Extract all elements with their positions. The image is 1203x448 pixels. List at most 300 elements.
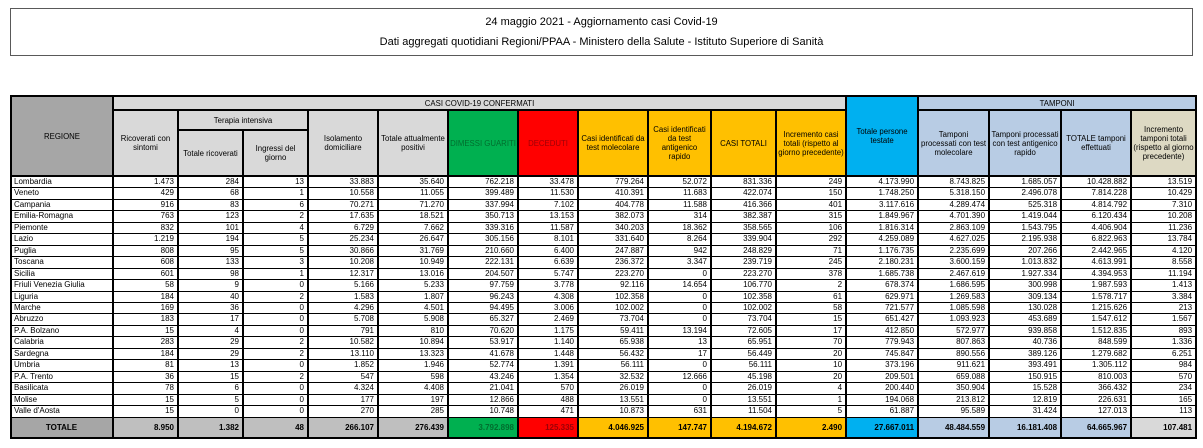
value-cell: 1.140 (518, 337, 578, 348)
value-cell: 184 (113, 348, 178, 359)
value-cell: 3 (243, 257, 308, 268)
value-cell: 26.647 (378, 234, 448, 245)
col-header-totale-persone-testate: Totale persone testate (846, 96, 918, 176)
value-cell: 2 (243, 348, 308, 359)
value-cell: 601 (113, 268, 178, 279)
value-cell: 169 (113, 302, 178, 313)
value-cell: 11.530 (518, 188, 578, 199)
value-cell: 4.701.390 (918, 211, 989, 222)
value-cell: 1.336 (1131, 337, 1196, 348)
value-cell: 222.131 (448, 257, 518, 268)
value-cell: 72.605 (711, 325, 776, 336)
value-cell: 13 (648, 337, 711, 348)
totale-value-cell: 3.792.898 (448, 417, 518, 438)
value-cell: 101 (178, 222, 243, 233)
value-cell: 10.582 (308, 337, 378, 348)
totale-value-cell: 48 (243, 417, 308, 438)
value-cell: 2.496.078 (989, 188, 1061, 199)
table-row (11, 245, 1196, 256)
value-cell: 831.336 (711, 176, 776, 188)
value-cell: 3.117.616 (846, 199, 918, 210)
value-cell: 5 (776, 406, 846, 417)
value-cell: 848.599 (1061, 337, 1131, 348)
value-cell: 12.317 (308, 268, 378, 279)
value-cell: 13.784 (1131, 234, 1196, 245)
value-cell: 393.491 (989, 360, 1061, 371)
value-cell: 6.120.434 (1061, 211, 1131, 222)
value-cell: 0 (648, 314, 711, 325)
col-header-tamponi-antigenico: Tamponi processati con test antigenico rapido (989, 110, 1061, 176)
value-cell: 29 (178, 337, 243, 348)
value-cell: 1.013.832 (989, 257, 1061, 268)
value-cell: 659.088 (918, 371, 989, 382)
value-cell: 130.028 (989, 302, 1061, 313)
value-cell: 70 (776, 337, 846, 348)
value-cell: 745.847 (846, 348, 918, 359)
value-cell: 488 (518, 394, 578, 405)
value-cell: 71.270 (378, 199, 448, 210)
value-cell: 2.442.965 (1061, 245, 1131, 256)
col-header-casi-test-antigenico: Casi identificati da test antigenico rapido (648, 110, 711, 176)
value-cell: 1.987.593 (1061, 280, 1131, 291)
value-cell: 5 (178, 394, 243, 405)
region-name: Sicilia (11, 268, 113, 279)
region-name: P.A. Bolzano (11, 325, 113, 336)
value-cell: 10.873 (578, 406, 648, 417)
value-cell: 285 (378, 406, 448, 417)
value-cell: 1.093.923 (918, 314, 989, 325)
value-cell: 1.852 (308, 360, 378, 371)
value-cell: 123 (178, 211, 243, 222)
value-cell: 61 (776, 291, 846, 302)
value-cell: 92.116 (578, 280, 648, 291)
table-row (11, 199, 1196, 210)
value-cell: 2 (243, 211, 308, 222)
covid-data-table (10, 95, 1197, 439)
table-row (11, 257, 1196, 268)
value-cell: 12.819 (989, 394, 1061, 405)
col-header-totale-attualmente-positivi: Totale attualmente positivi (378, 110, 448, 176)
value-cell: 339.316 (448, 222, 518, 233)
value-cell: 1.816.314 (846, 222, 918, 233)
region-name: Puglia (11, 245, 113, 256)
value-cell: 9 (178, 280, 243, 291)
value-cell: 763 (113, 211, 178, 222)
value-cell: 26.019 (578, 383, 648, 394)
value-cell: 106.770 (711, 280, 776, 291)
value-cell: 29 (178, 348, 243, 359)
value-cell: 102.002 (711, 302, 776, 313)
value-cell: 43.246 (448, 371, 518, 382)
table-row (11, 360, 1196, 371)
value-cell: 11.504 (711, 406, 776, 417)
value-cell: 1.269.583 (918, 291, 989, 302)
totale-value-cell: 147.747 (648, 417, 711, 438)
totale-label: TOTALE (11, 417, 113, 438)
value-cell: 10.428.882 (1061, 176, 1131, 188)
value-cell: 339.904 (711, 234, 776, 245)
table-row (11, 211, 1196, 222)
value-cell: 25.234 (308, 234, 378, 245)
value-cell: 52.774 (448, 360, 518, 371)
totale-value-cell: 125.335 (518, 417, 578, 438)
value-cell: 631 (648, 406, 711, 417)
value-cell: 10.558 (308, 188, 378, 199)
value-cell: 6.822.963 (1061, 234, 1131, 245)
value-cell: 13 (178, 360, 243, 371)
value-cell: 570 (1131, 371, 1196, 382)
value-cell: 0 (243, 383, 308, 394)
value-cell: 36 (113, 371, 178, 382)
value-cell: 194 (178, 234, 243, 245)
value-cell: 1.279.682 (1061, 348, 1131, 359)
value-cell: 97.759 (448, 280, 518, 291)
value-cell: 412.850 (846, 325, 918, 336)
value-cell: 1.512.835 (1061, 325, 1131, 336)
value-cell: 13.551 (711, 394, 776, 405)
value-cell: 17.635 (308, 211, 378, 222)
value-cell: 197 (378, 394, 448, 405)
value-cell: 810 (378, 325, 448, 336)
value-cell: 1.849.967 (846, 211, 918, 222)
value-cell: 5 (243, 245, 308, 256)
totale-value-cell: 4.194.672 (711, 417, 776, 438)
value-cell: 0 (648, 360, 711, 371)
value-cell: 1.567 (1131, 314, 1196, 325)
value-cell: 11.587 (518, 222, 578, 233)
value-cell: 17 (648, 348, 711, 359)
value-cell: 13.519 (1131, 176, 1196, 188)
value-cell: 1 (243, 268, 308, 279)
table-row (11, 188, 1196, 199)
value-cell: 984 (1131, 360, 1196, 371)
col-header-totale-ricoverati: Totale ricoverati (178, 130, 243, 176)
value-cell: 58 (776, 302, 846, 313)
value-cell: 7.102 (518, 199, 578, 210)
value-cell: 3.384 (1131, 291, 1196, 302)
value-cell: 401 (776, 199, 846, 210)
value-cell: 1.391 (518, 360, 578, 371)
value-cell: 33.883 (308, 176, 378, 188)
value-cell: 13.323 (378, 348, 448, 359)
value-cell: 762.218 (448, 176, 518, 188)
value-cell: 71 (776, 245, 846, 256)
value-cell: 314 (648, 211, 711, 222)
value-cell: 0 (178, 406, 243, 417)
value-cell: 4.814.792 (1061, 199, 1131, 210)
value-cell: 1.578.717 (1061, 291, 1131, 302)
value-cell: 1.748.250 (846, 188, 918, 199)
value-cell: 4.308 (518, 291, 578, 302)
value-cell: 127.013 (1061, 406, 1131, 417)
value-cell: 1.219 (113, 234, 178, 245)
value-cell: 4.324 (308, 383, 378, 394)
col-header-totale-tamponi: TOTALE tamponi effettuati (1061, 110, 1131, 176)
value-cell: 247.887 (578, 245, 648, 256)
value-cell: 1.927.334 (989, 268, 1061, 279)
value-cell: 942 (648, 245, 711, 256)
value-cell: 309.134 (989, 291, 1061, 302)
value-cell: 916 (113, 199, 178, 210)
value-cell: 0 (648, 394, 711, 405)
value-cell: 40 (178, 291, 243, 302)
region-name: Calabria (11, 337, 113, 348)
col-header-ingressi-del-giorno: Ingressi del giorno (243, 130, 308, 176)
table-row (11, 291, 1196, 302)
value-cell: 525.318 (989, 199, 1061, 210)
report-title-line2: Dati aggregati quotidiani Regioni/PPAA - Ministero della Salute - Istituto Superiore di Sanità (379, 35, 824, 48)
table-row (11, 314, 1196, 325)
value-cell: 382.073 (578, 211, 648, 222)
col-header-dimessi-guariti: DIMESSI GUARITI (448, 110, 518, 176)
value-cell: 1.685.738 (846, 268, 918, 279)
value-cell: 234 (1131, 383, 1196, 394)
table-row (11, 383, 1196, 394)
value-cell: 56.432 (578, 348, 648, 359)
value-cell: 416.366 (711, 199, 776, 210)
value-cell: 939.858 (989, 325, 1061, 336)
value-cell: 53.917 (448, 337, 518, 348)
value-cell: 194.068 (846, 394, 918, 405)
value-cell: 61.887 (846, 406, 918, 417)
value-cell: 284 (178, 176, 243, 188)
value-cell: 350.904 (918, 383, 989, 394)
value-cell: 0 (243, 394, 308, 405)
value-cell: 15.528 (989, 383, 1061, 394)
value-cell: 95.589 (918, 406, 989, 417)
value-cell: 13.194 (648, 325, 711, 336)
value-cell: 20 (776, 348, 846, 359)
value-cell: 453.689 (989, 314, 1061, 325)
value-cell: 59.411 (578, 325, 648, 336)
value-cell: 1.473 (113, 176, 178, 188)
value-cell: 10.429 (1131, 188, 1196, 199)
group-header-casi-confermati: CASI COVID-19 CONFERMATI (113, 96, 846, 110)
value-cell: 95 (178, 245, 243, 256)
value-cell: 183 (113, 314, 178, 325)
value-cell: 721.577 (846, 302, 918, 313)
value-cell: 11.236 (1131, 222, 1196, 233)
value-cell: 471 (518, 406, 578, 417)
value-cell: 1.176.735 (846, 245, 918, 256)
value-cell: 4.120 (1131, 245, 1196, 256)
region-name: Lazio (11, 234, 113, 245)
value-cell: 572.977 (918, 325, 989, 336)
value-cell: 4.406.904 (1061, 222, 1131, 233)
value-cell: 6.639 (518, 257, 578, 268)
value-cell: 106 (776, 222, 846, 233)
value-cell: 366.432 (1061, 383, 1131, 394)
value-cell: 15 (776, 314, 846, 325)
value-cell: 1.419.044 (989, 211, 1061, 222)
value-cell: 10 (776, 360, 846, 371)
value-cell: 305.156 (448, 234, 518, 245)
region-name: Abruzzo (11, 314, 113, 325)
value-cell: 2.180.231 (846, 257, 918, 268)
value-cell: 4 (776, 383, 846, 394)
value-cell: 11.683 (648, 188, 711, 199)
region-name: Valle d'Aosta (11, 406, 113, 417)
col-header-deceduti: DECEDUTI (518, 110, 578, 176)
value-cell: 94.495 (448, 302, 518, 313)
value-cell: 337.994 (448, 199, 518, 210)
value-cell: 11.588 (648, 199, 711, 210)
region-name: P.A. Trento (11, 371, 113, 382)
value-cell: 429 (113, 188, 178, 199)
value-cell: 7.814.228 (1061, 188, 1131, 199)
value-cell: 292 (776, 234, 846, 245)
totale-value-cell: 64.665.967 (1061, 417, 1131, 438)
totale-value-cell: 266.107 (308, 417, 378, 438)
value-cell: 18.521 (378, 211, 448, 222)
value-cell: 245 (776, 257, 846, 268)
region-name: Umbria (11, 360, 113, 371)
region-name: Emilia-Romagna (11, 211, 113, 222)
totale-value-cell: 48.484.559 (918, 417, 989, 438)
value-cell: 32.532 (578, 371, 648, 382)
value-cell: 13.016 (378, 268, 448, 279)
value-cell: 283 (113, 337, 178, 348)
value-cell: 11.055 (378, 188, 448, 199)
value-cell: 78 (113, 383, 178, 394)
value-cell: 56.111 (578, 360, 648, 371)
value-cell: 210.660 (448, 245, 518, 256)
value-cell: 15 (113, 325, 178, 336)
value-cell: 249 (776, 176, 846, 188)
value-cell: 3.347 (648, 257, 711, 268)
group-header-terapia-intensiva: Terapia intensiva (178, 110, 308, 130)
value-cell: 911.621 (918, 360, 989, 371)
value-cell: 17 (776, 325, 846, 336)
value-cell: 10.894 (378, 337, 448, 348)
totale-value-cell: 2.490 (776, 417, 846, 438)
value-cell: 8.264 (648, 234, 711, 245)
value-cell: 7.662 (378, 222, 448, 233)
value-cell: 18.362 (648, 222, 711, 233)
value-cell: 678.374 (846, 280, 918, 291)
value-cell: 15 (178, 371, 243, 382)
report-title (10, 8, 1193, 56)
value-cell: 4.394.953 (1061, 268, 1131, 279)
value-cell: 12.866 (448, 394, 518, 405)
totale-value-cell: 8.950 (113, 417, 178, 438)
value-cell: 226.631 (1061, 394, 1131, 405)
value-cell: 358.565 (711, 222, 776, 233)
value-cell: 5 (243, 234, 308, 245)
value-cell: 0 (243, 280, 308, 291)
region-name: Campania (11, 199, 113, 210)
totale-value-cell: 276.439 (378, 417, 448, 438)
value-cell: 4.627.025 (918, 234, 989, 245)
value-cell: 1 (243, 188, 308, 199)
value-cell: 399.489 (448, 188, 518, 199)
value-cell: 96.243 (448, 291, 518, 302)
value-cell: 807.863 (918, 337, 989, 348)
value-cell: 1.583 (308, 291, 378, 302)
value-cell: 4 (243, 222, 308, 233)
value-cell: 6 (178, 383, 243, 394)
value-cell: 890.556 (918, 348, 989, 359)
value-cell: 315 (776, 211, 846, 222)
table-row (11, 176, 1196, 188)
value-cell: 20 (776, 371, 846, 382)
value-cell: 4.613.991 (1061, 257, 1131, 268)
col-header-tamponi-molecolare: Tamponi processati con test molecolare (918, 110, 989, 176)
totale-value-cell: 1.382 (178, 417, 243, 438)
col-header-casi-totali: CASI TOTALI (711, 110, 776, 176)
value-cell: 378 (776, 268, 846, 279)
region-name: Lombardia (11, 176, 113, 188)
value-cell: 213 (1131, 302, 1196, 313)
value-cell: 11.194 (1131, 268, 1196, 279)
value-cell: 70.620 (448, 325, 518, 336)
value-cell: 6.251 (1131, 348, 1196, 359)
value-cell: 410.391 (578, 188, 648, 199)
value-cell: 73.704 (711, 314, 776, 325)
value-cell: 547 (308, 371, 378, 382)
value-cell: 35.640 (378, 176, 448, 188)
value-cell: 70.271 (308, 199, 378, 210)
value-cell: 30.866 (308, 245, 378, 256)
value-cell: 4 (178, 325, 243, 336)
table-row (11, 325, 1196, 336)
region-name: Liguria (11, 291, 113, 302)
value-cell: 4.289.474 (918, 199, 989, 210)
value-cell: 15 (113, 406, 178, 417)
value-cell: 0 (243, 325, 308, 336)
value-cell: 1.413 (1131, 280, 1196, 291)
region-name: Basilicata (11, 383, 113, 394)
value-cell: 41.678 (448, 348, 518, 359)
col-header-incremento-tamponi: Incremento tamponi totali (rispetto al giorno precedente) (1131, 110, 1196, 176)
value-cell: 270 (308, 406, 378, 417)
value-cell: 31.424 (989, 406, 1061, 417)
value-cell: 133 (178, 257, 243, 268)
value-cell: 832 (113, 222, 178, 233)
value-cell: 422.074 (711, 188, 776, 199)
table-row (11, 406, 1196, 417)
value-cell: 45.198 (711, 371, 776, 382)
value-cell: 6.400 (518, 245, 578, 256)
value-cell: 58 (113, 280, 178, 291)
region-name: Toscana (11, 257, 113, 268)
value-cell: 4.501 (378, 302, 448, 313)
value-cell: 209.501 (846, 371, 918, 382)
value-cell: 200.440 (846, 383, 918, 394)
table-row (11, 280, 1196, 291)
value-cell: 2.235.699 (918, 245, 989, 256)
col-header-incremento-casi: Incremento casi totali (rispetto al giorno precedente) (776, 110, 846, 176)
table-row (11, 302, 1196, 313)
value-cell: 1 (776, 394, 846, 405)
value-cell: 223.270 (578, 268, 648, 279)
value-cell: 10.208 (308, 257, 378, 268)
value-cell: 150.915 (989, 371, 1061, 382)
value-cell: 248.829 (711, 245, 776, 256)
value-cell: 0 (243, 314, 308, 325)
value-cell: 13.110 (308, 348, 378, 359)
value-cell: 4.408 (378, 383, 448, 394)
value-cell: 223.270 (711, 268, 776, 279)
value-cell: 350.713 (448, 211, 518, 222)
value-cell: 4.296 (308, 302, 378, 313)
value-cell: 73.704 (578, 314, 648, 325)
value-cell: 629.971 (846, 291, 918, 302)
value-cell: 389.126 (989, 348, 1061, 359)
totale-row (11, 417, 1196, 438)
value-cell: 598 (378, 371, 448, 382)
value-cell: 83 (178, 199, 243, 210)
